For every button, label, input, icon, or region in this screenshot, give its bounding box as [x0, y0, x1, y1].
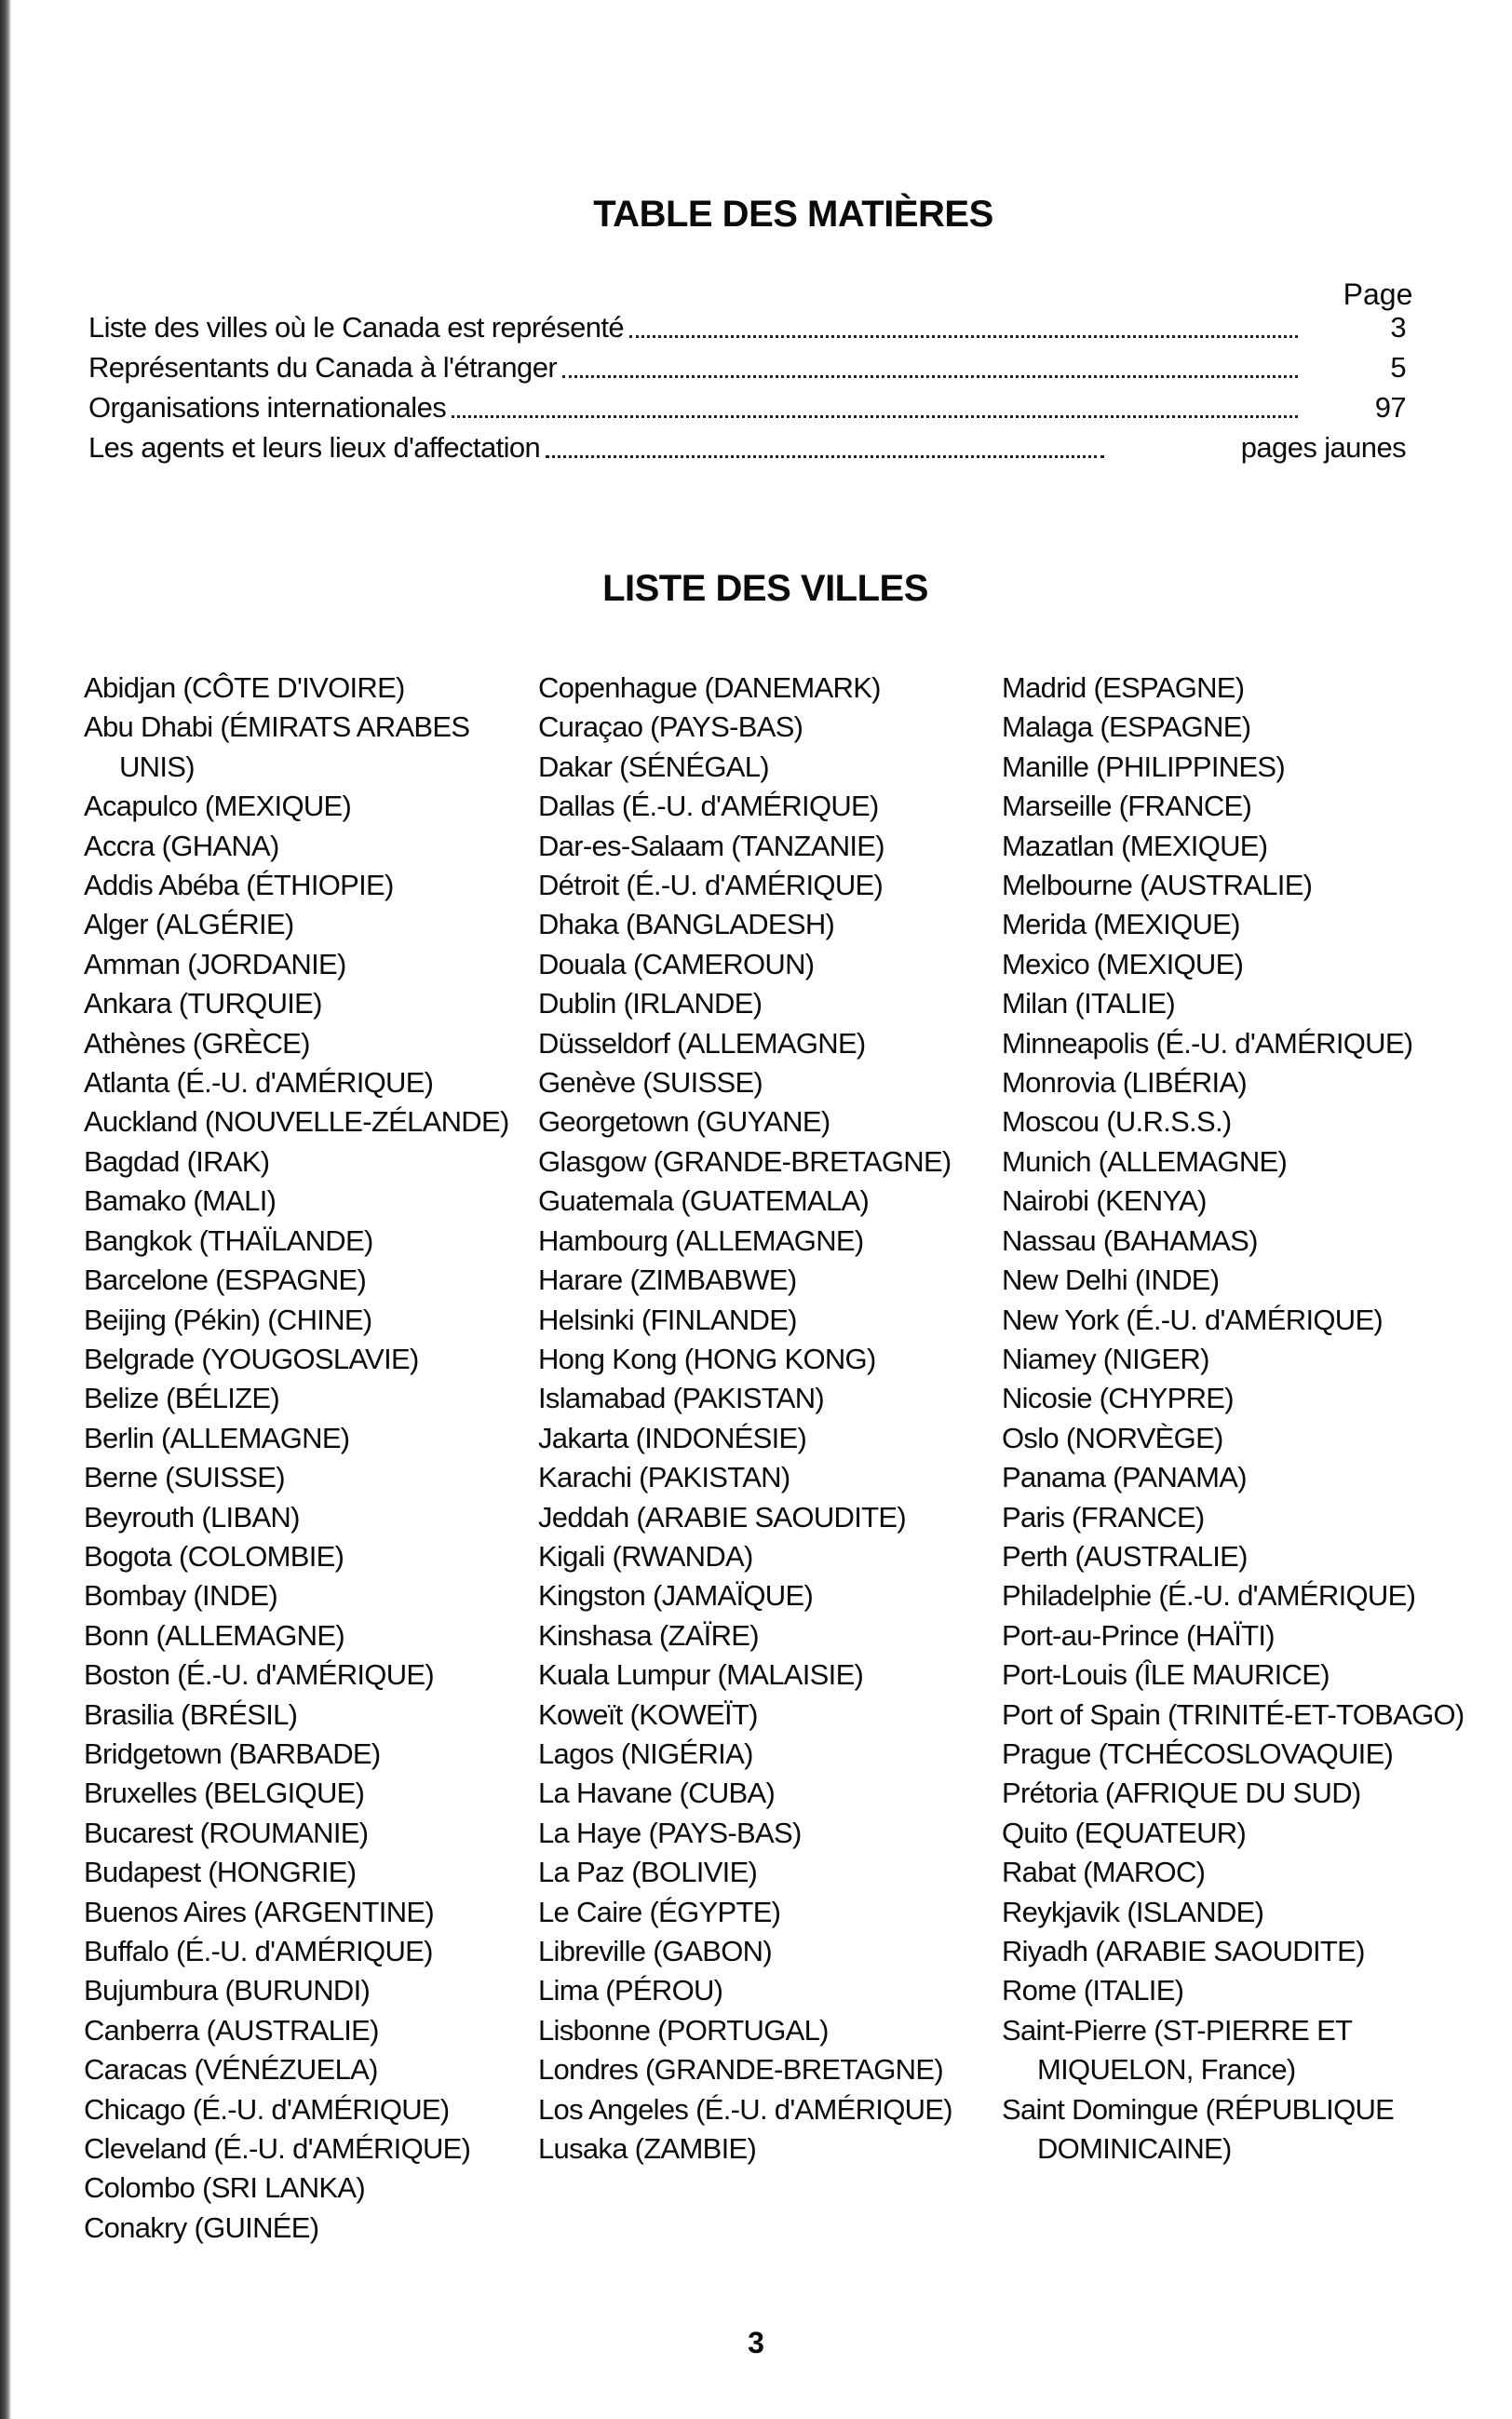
city-list-item: Atlanta (É.-U. d'AMÉRIQUE) [84, 1066, 434, 1100]
city-list-item: Kinshasa (ZAÏRE) [538, 1618, 759, 1652]
city-list-item: Copenhague (DANEMARK) [538, 671, 881, 704]
city-list-item: Minneapolis (É.-U. d'AMÉRIQUE) [1002, 1026, 1413, 1060]
city-list-item: Koweït (KOWEÏT) [538, 1697, 758, 1731]
city-list-item: Bucarest (ROUMANIE) [84, 1816, 369, 1849]
city-list-item: Dallas (É.-U. d'AMÉRIQUE) [538, 790, 879, 823]
city-list-item: Accra (GHANA) [84, 829, 279, 862]
toc-entry-page: 97 [1374, 391, 1406, 424]
city-column-2 [538, 669, 966, 2169]
city-list-item: Beyrouth (LIBAN) [84, 1500, 300, 1534]
city-list-item: Paris (FRANCE) [1002, 1500, 1205, 1534]
city-list-item: Douala (CAMEROUN) [538, 947, 815, 980]
city-list-item: Merida (MEXIQUE) [1002, 908, 1240, 941]
city-list-item: Mexico (MEXIQUE) [1002, 947, 1244, 980]
city-list-item: Düsseldorf (ALLEMAGNE) [538, 1026, 866, 1060]
city-list-item: Riyadh (ARABIE SAOUDITE) [1002, 1935, 1365, 1967]
toc-entry-label: Organisations internationales [88, 391, 447, 424]
toc-entry-page: 3 [1390, 311, 1406, 344]
city-list-item: Cleveland (É.-U. d'AMÉRIQUE) [84, 2132, 471, 2166]
city-list-item: La Paz (BOLIVIE) [538, 1856, 758, 1889]
city-list-item: Nassau (BAHAMAS) [1002, 1223, 1258, 1257]
toc-page-column-header: Page [1343, 277, 1413, 311]
city-list-item: Bamako (MALI) [84, 1184, 277, 1218]
city-list-item: Saint Domingue (RÉPUBLIQUE DOMINICAINE) [1002, 2092, 1395, 2166]
city-list-item: Canberra (AUSTRALIE) [84, 2013, 379, 2047]
city-list-item: Bujumbura (BURUNDI) [84, 1974, 371, 2007]
city-list-item: Prétoria (AFRIQUE DU SUD) [1002, 1777, 1361, 1810]
city-list-item: Conakry (GUINÉE) [84, 2210, 319, 2244]
city-list-item: Jeddah (ARABIE SAOUDITE) [538, 1500, 906, 1534]
city-list-item: Brasilia (BRÉSIL) [84, 1697, 298, 1731]
city-list-item: Curaçao (PAYS-BAS) [538, 710, 803, 744]
city-list-item: Barcelone (ESPAGNE) [84, 1264, 367, 1297]
city-list-item: Beijing (Pékin) (CHINE) [84, 1303, 372, 1336]
city-list-item: Prague (TCHÉCOSLOVAQUIE) [1002, 1737, 1394, 1770]
city-list-item: Bangkok (THAÏLANDE) [84, 1223, 373, 1257]
city-list-item: Budapest (HONGRIE) [84, 1856, 357, 1889]
toc-entry-label: Les agents et leurs lieux d'affectation [88, 431, 541, 464]
city-list-item: Madrid (ESPAGNE) [1002, 671, 1245, 704]
dot-leader [629, 331, 1298, 338]
city-list-item: Buenos Aires (ARGENTINE) [84, 1895, 434, 1928]
city-list-item: Londres (GRANDE-BRETAGNE) [538, 2053, 943, 2087]
city-list-item: Kigali (RWANDA) [538, 1539, 753, 1573]
city-list-item: Mazatlan (MEXIQUE) [1002, 829, 1268, 862]
city-list-item: Georgetown (GUYANE) [538, 1105, 830, 1139]
city-list-item: Buffalo (É.-U. d'AMÉRIQUE) [84, 1935, 433, 1967]
city-list-item: New York (É.-U. d'AMÉRIQUE) [1002, 1303, 1384, 1336]
city-list-item: Dar-es-Salaam (TANZANIE) [538, 829, 884, 862]
city-list-item: Nairobi (KENYA) [1002, 1184, 1207, 1218]
city-list-item: Harare (ZIMBABWE) [538, 1264, 797, 1297]
toc-entry-label: Liste des villes où le Canada est représenté [88, 311, 625, 344]
city-list-item: Bonn (ALLEMAGNE) [84, 1618, 344, 1652]
city-list-item: Auckland (NOUVELLE-ZÉLANDE) [84, 1105, 509, 1139]
city-list-item: Hong Kong (HONG KONG) [538, 1342, 876, 1375]
city-list-item: Saint-Pierre (ST-PIERRE ET MIQUELON, France) [1002, 2013, 1352, 2087]
city-list-item: Manille (PHILIPPINES) [1002, 750, 1286, 783]
toc-entry-page: pages jaunes [1240, 431, 1406, 464]
city-list-item: Kuala Lumpur (MALAISIE) [538, 1658, 864, 1692]
toc-entry [88, 307, 1406, 347]
city-list-item: Colombo (SRI LANKA) [84, 2171, 365, 2205]
city-list-item: Détroit (É.-U. d'AMÉRIQUE) [538, 869, 884, 902]
city-list-item: Berne (SUISSE) [84, 1461, 285, 1494]
dot-leader [452, 412, 1298, 418]
city-list-item: Belgrade (YOUGOSLAVIE) [84, 1342, 419, 1375]
city-list-item: Quito (EQUATEUR) [1002, 1816, 1247, 1849]
page-number-text: 3 [748, 2326, 764, 2359]
city-list-item: Belize (BÉLIZE) [84, 1382, 280, 1415]
city-list-item: Kingston (JAMAÏQUE) [538, 1579, 814, 1613]
city-list-item: Perth (AUSTRALIE) [1002, 1539, 1248, 1573]
city-list-item: Philadelphie (É.-U. d'AMÉRIQUE) [1002, 1579, 1416, 1613]
city-list-item: Ankara (TURQUIE) [84, 987, 322, 1020]
city-list-item: Rome (ITALIE) [1002, 1974, 1184, 2007]
cities-heading-text: LISTE DES VILLES [602, 568, 928, 609]
city-list-item: La Havane (CUBA) [538, 1777, 776, 1810]
city-list-item: New Delhi (INDE) [1002, 1264, 1220, 1297]
city-list-item: Karachi (PAKISTAN) [538, 1461, 790, 1494]
city-list-item: Bogota (COLOMBIE) [84, 1539, 344, 1573]
city-column-1 [84, 669, 521, 2248]
city-list-item: Guatemala (GUATEMALA) [538, 1184, 870, 1218]
city-list-item: Glasgow (GRANDE-BRETAGNE) [538, 1144, 952, 1178]
city-list-item: Nicosie (CHYPRE) [1002, 1382, 1234, 1415]
city-list-item: Islamabad (PAKISTAN) [538, 1382, 825, 1415]
city-list-item: Addis Abéba (ÉTHIOPIE) [84, 869, 394, 902]
city-list-item: Berlin (ALLEMAGNE) [84, 1421, 350, 1454]
city-list-item: Port-Louis (ÎLE MAURICE) [1002, 1658, 1330, 1692]
city-list-item: Genève (SUISSE) [538, 1066, 763, 1100]
city-list-item: Moscou (U.R.S.S.) [1002, 1105, 1232, 1139]
city-list-item: Malaga (ESPAGNE) [1002, 710, 1251, 744]
city-list-item: Melbourne (AUSTRALIE) [1002, 869, 1313, 902]
city-list-item: Dakar (SÉNÉGAL) [538, 750, 769, 783]
city-list-item: Los Angeles (É.-U. d'AMÉRIQUE) [538, 2092, 952, 2126]
city-list-item: Boston (É.-U. d'AMÉRIQUE) [84, 1658, 435, 1692]
city-list-item: Rabat (MAROC) [1002, 1856, 1206, 1889]
dot-leader [562, 372, 1298, 378]
city-list-item: Bombay (INDE) [84, 1579, 277, 1613]
city-list-item: Marseille (FRANCE) [1002, 790, 1252, 823]
city-list-item: Abu Dhabi (ÉMIRATS ARABES UNIS) [84, 710, 470, 783]
city-list-item: Reykjavik (ISLANDE) [1002, 1895, 1264, 1928]
dot-leader [546, 452, 1104, 458]
page-number [0, 2326, 1512, 2360]
city-list-item: Monrovia (LIBÉRIA) [1002, 1066, 1248, 1100]
toc-entry [88, 387, 1406, 427]
city-list-item: Amman (JORDANIE) [84, 947, 346, 980]
city-list-item: Jakarta (INDONÉSIE) [538, 1421, 807, 1454]
city-list-item: Acapulco (MEXIQUE) [84, 790, 352, 823]
city-list-item: Lagos (NIGÉRIA) [538, 1737, 753, 1770]
scan-binding-edge [0, 0, 11, 2419]
city-column-3 [1002, 669, 1486, 2169]
city-list-item: Libreville (GABON) [538, 1935, 772, 1967]
city-list-item: Niamey (NIGER) [1002, 1342, 1209, 1375]
toc-entry [88, 347, 1406, 387]
cities-heading [0, 568, 1512, 610]
city-list-item: Munich (ALLEMAGNE) [1002, 1144, 1288, 1178]
toc-entry-page: 5 [1390, 351, 1406, 384]
city-list-item: Port-au-Prince (HAÏTI) [1002, 1618, 1275, 1652]
table-of-contents [88, 307, 1406, 467]
toc-heading-text: TABLE DES MATIÈRES [593, 194, 993, 235]
city-list-item: Bagdad (IRAK) [84, 1144, 270, 1178]
city-list-item: Port of Spain (TRINITÉ-ET-TOBAGO) [1002, 1697, 1465, 1731]
city-list-item: Lima (PÉROU) [538, 1974, 723, 2007]
toc-entry [88, 427, 1406, 467]
city-list-item: Panama (PANAMA) [1002, 1461, 1247, 1494]
city-list-item: Helsinki (FINLANDE) [538, 1303, 797, 1336]
city-list-item: Milan (ITALIE) [1002, 987, 1175, 1020]
city-list-item: Le Caire (ÉGYPTE) [538, 1895, 781, 1928]
city-list-item: Chicago (É.-U. d'AMÉRIQUE) [84, 2092, 450, 2126]
city-list-item: Abidjan (CÔTE D'IVOIRE) [84, 671, 405, 704]
toc-heading [0, 194, 1512, 236]
city-list-item: Dhaka (BANGLADESH) [538, 908, 835, 941]
city-list-item: Alger (ALGÉRIE) [84, 908, 294, 941]
city-list-item: Bridgetown (BARBADE) [84, 1737, 381, 1770]
city-list-item: La Haye (PAYS-BAS) [538, 1816, 802, 1849]
city-list-item: Bruxelles (BELGIQUE) [84, 1777, 365, 1810]
city-list-item: Caracas (VÉNÉZUELA) [84, 2053, 378, 2087]
city-list-item: Dublin (IRLANDE) [538, 987, 763, 1020]
city-list-item: Hambourg (ALLEMAGNE) [538, 1223, 864, 1257]
city-list-item: Lisbonne (PORTUGAL) [538, 2013, 829, 2047]
city-list-item: Athènes (GRÈCE) [84, 1026, 310, 1060]
city-list-item: Lusaka (ZAMBIE) [538, 2132, 757, 2166]
toc-entry-label: Représentants du Canada à l'étranger [88, 351, 558, 384]
city-list-item: Oslo (NORVÈGE) [1002, 1421, 1223, 1454]
